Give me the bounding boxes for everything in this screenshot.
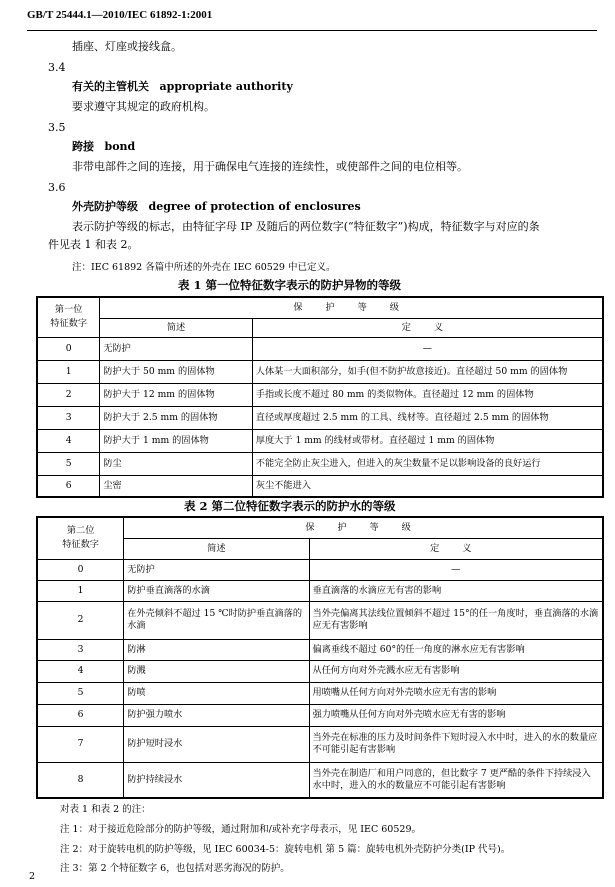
table2	[36, 516, 604, 799]
section-3-4-definition: 要求遵守其规定的政府机构。	[72, 100, 215, 113]
table2-header-digit: 第二位 特征数字	[37, 517, 124, 559]
table1-header-def: 定 义	[252, 318, 603, 337]
table1-caption: 表 1 第一位特征数字表示的防护异物的等级	[178, 278, 402, 292]
table1-header-group: 保 护 等 级	[100, 297, 603, 318]
table-row: 5 防尘 不能完全防止灰尘进入，但进入的灰尘数量不足以影响设备的良好运行	[37, 452, 603, 475]
section-3-6-number: 3.6	[48, 181, 66, 194]
table1-header-digit: 第一位 特征数字	[37, 297, 100, 337]
term-en: degree of protection of enclosures	[148, 200, 361, 213]
term-en: bond	[104, 140, 136, 153]
table2-header-def: 定 义	[309, 538, 603, 559]
table-row: 0 无防护 —	[37, 337, 603, 360]
table1-header-brief: 简述	[100, 318, 252, 337]
table2-header-brief: 简述	[124, 538, 309, 559]
table-row: 3 防护大于 2.5 mm 的固体物 直径或厚度超过 2.5 mm 的工具、线材等。直径超过 2.5 mm 的固体物	[37, 406, 603, 429]
section-3-5-term	[72, 139, 135, 155]
table-row: 4 防护大于 1 mm 的固体物 厚度大于 1 mm 的线材或带材。直径超过 1 mm 的固体物	[37, 429, 603, 452]
table-row: 8 防护持续浸水 当外壳在制造厂和用户同意的，但比数字 7 更严酷的条件下持续浸入水中时，进入的水的数量应不可能引起有害影响	[37, 762, 603, 798]
note-2: 注 2：对于旋转电机的防护等级，见 IEC 60034-5：旋转电机 第 5 篇：旋转电机外壳防护分类(IP 代号)。	[60, 844, 511, 855]
term-zh: 有关的主管机关	[72, 80, 149, 93]
page-header: GB/T 25444.1—2010/IEC 61892-1:2001	[27, 9, 213, 21]
table-row: 6 防护强力喷水 强力喷嘴从任何方向对外壳喷水应无有害的影响	[37, 704, 603, 726]
term-en: appropriate authority	[159, 80, 293, 93]
table-row: 0 无防护 —	[37, 559, 603, 580]
enclosure-note: 注：IEC 61892 各篇中所述的外壳在 IEC 60529 中已定义。	[72, 262, 336, 273]
table-row: 7 防护短时浸水 当外壳在标准的压力及时间条件下短时浸入水中时，进入的水的数量应不可能引起有害影响	[37, 726, 603, 762]
section-3-4-term	[72, 79, 293, 95]
table-row: 2 防护大于 12 mm 的固体物 手指或长度不超过 80 mm 的类似物体。直径超过 12 mm 的固体物	[37, 383, 603, 406]
table1	[36, 296, 604, 498]
table-row: 4 防溅 从任何方向对外壳溅水应无有害影响	[37, 660, 603, 682]
table2-caption: 表 2 第二位特征数字表示的防护水的等级	[184, 499, 396, 513]
note-1: 注 1：对于接近危险部分的防护等级，通过附加和/或补充字母表示，见 IEC 60529。	[60, 824, 421, 835]
section-3-6-term	[72, 199, 361, 215]
table-row: 5 防喷 用喷嘴从任何方向对外壳喷水应无有害的影响	[37, 682, 603, 704]
table-row: 6 尘密 灰尘不能进入	[37, 475, 603, 497]
term-zh: 跨接	[72, 140, 94, 153]
table2-header-group: 保 护 等 级	[124, 517, 603, 538]
continued-text: 插座、灯座或接线盒。	[72, 40, 182, 53]
section-3-4-number: 3.4	[48, 61, 66, 74]
table-row: 3 防淋 偏离垂线不超过 60°的任一角度的淋水应无有害影响	[37, 639, 603, 660]
note-3: 注 3：第 2 个特征数字 6，也包括对恶劣海况的防护。	[60, 863, 290, 874]
section-3-5-definition: 非带电部件之间的连接，用于确保电气连接的连续性，或使部件之间的电位相等。	[72, 160, 468, 173]
section-3-5-number: 3.5	[48, 121, 66, 134]
section-3-6-definition-line1: 表示防护等级的标志，由特征字母 IP 及随后的两位数字(“特征数字”)构成，特征数字与对应的条	[72, 220, 540, 233]
term-zh: 外壳防护等级	[72, 200, 138, 213]
section-3-6-definition-line2: 件见表 1 和表 2。	[48, 238, 139, 251]
table-row: 1 防护垂直滴落的水滴 垂直滴落的水滴应无有害的影响	[37, 580, 603, 601]
header-rule	[27, 30, 597, 31]
table-row: 2 在外壳倾斜不超过 15 ℃时防护垂直滴落的水滴 当外壳偏离其法线位置倾斜不超过 15°的任一角度时，垂直滴落的水滴应无有害影响	[37, 601, 603, 639]
notes-heading: 对表 1 和表 2 的注：	[60, 804, 151, 815]
table-row: 1 防护大于 50 mm 的固体物 人体某一大面积部分，如手(但不防护故意接近)。直径超过 50 mm 的固体物	[37, 360, 603, 383]
page-number: 2	[29, 871, 36, 882]
